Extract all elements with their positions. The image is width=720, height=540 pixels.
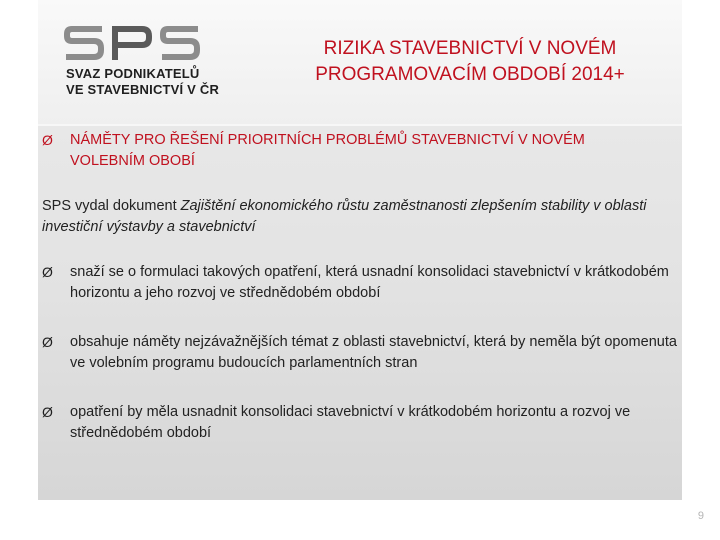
bullet-text: opatření by měla usnadnit konsolidaci stavebnictví v krátkodobém horizontu a rozvoj ve střednědobém období: [70, 404, 631, 441]
slide-title-line-2: PROGRAMOVACÍM OBDOBÍ 2014+: [315, 64, 625, 85]
document-title: Zajištění ekonomického růstu zaměstnanosti zlepšením stability v oblasti investiční výstavby a stavebnictví: [42, 198, 647, 235]
bullet-text: snaží se o formulaci takových opatření, která usnadní konsolidaci stavebnictví v krátkodobém horizontu a jeho rozvoj ve střednědobém období: [70, 264, 669, 301]
bullet-arrow-icon: Ø: [42, 264, 53, 280]
intro-prefix: SPS vydal dokument: [42, 198, 181, 214]
section-heading: [42, 130, 682, 172]
bullet-arrow-icon: Ø: [42, 132, 53, 148]
sps-logo-mark: [62, 22, 202, 62]
bullet-item: [42, 332, 682, 374]
sps-logo: [62, 22, 222, 98]
section-heading-line-2: VOLEBNÍM OBOBÍ: [70, 153, 195, 169]
bullet-item: [42, 402, 682, 444]
bullet-arrow-icon: Ø: [42, 334, 53, 350]
intro-paragraph: [42, 196, 682, 238]
bullet-text: obsahuje náměty nejzávažnějších témat z oblasti stavebnictví, která by neměla být opomenuta ve volebním programu budoucích parlamentních stran: [70, 334, 677, 371]
slide-title-line-1: RIZIKA STAVEBNICTVÍ V NOVÉM: [323, 38, 617, 59]
bullet-arrow-icon: Ø: [42, 404, 53, 420]
bullet-item: [42, 262, 682, 304]
page-number: 9: [697, 510, 704, 522]
logo-line-1: SVAZ PODNIKATELŮ: [66, 66, 200, 81]
slide-title: [280, 36, 660, 88]
section-heading-line-1: NÁMĚTY PRO ŘEŠENÍ PRIORITNÍCH PROBLÉMŮ STAVEBNICTVÍ V NOVÉM: [70, 132, 585, 148]
slide-content: [42, 126, 682, 444]
logo-line-2: VE STAVEBNICTVÍ V ČR: [66, 82, 220, 97]
